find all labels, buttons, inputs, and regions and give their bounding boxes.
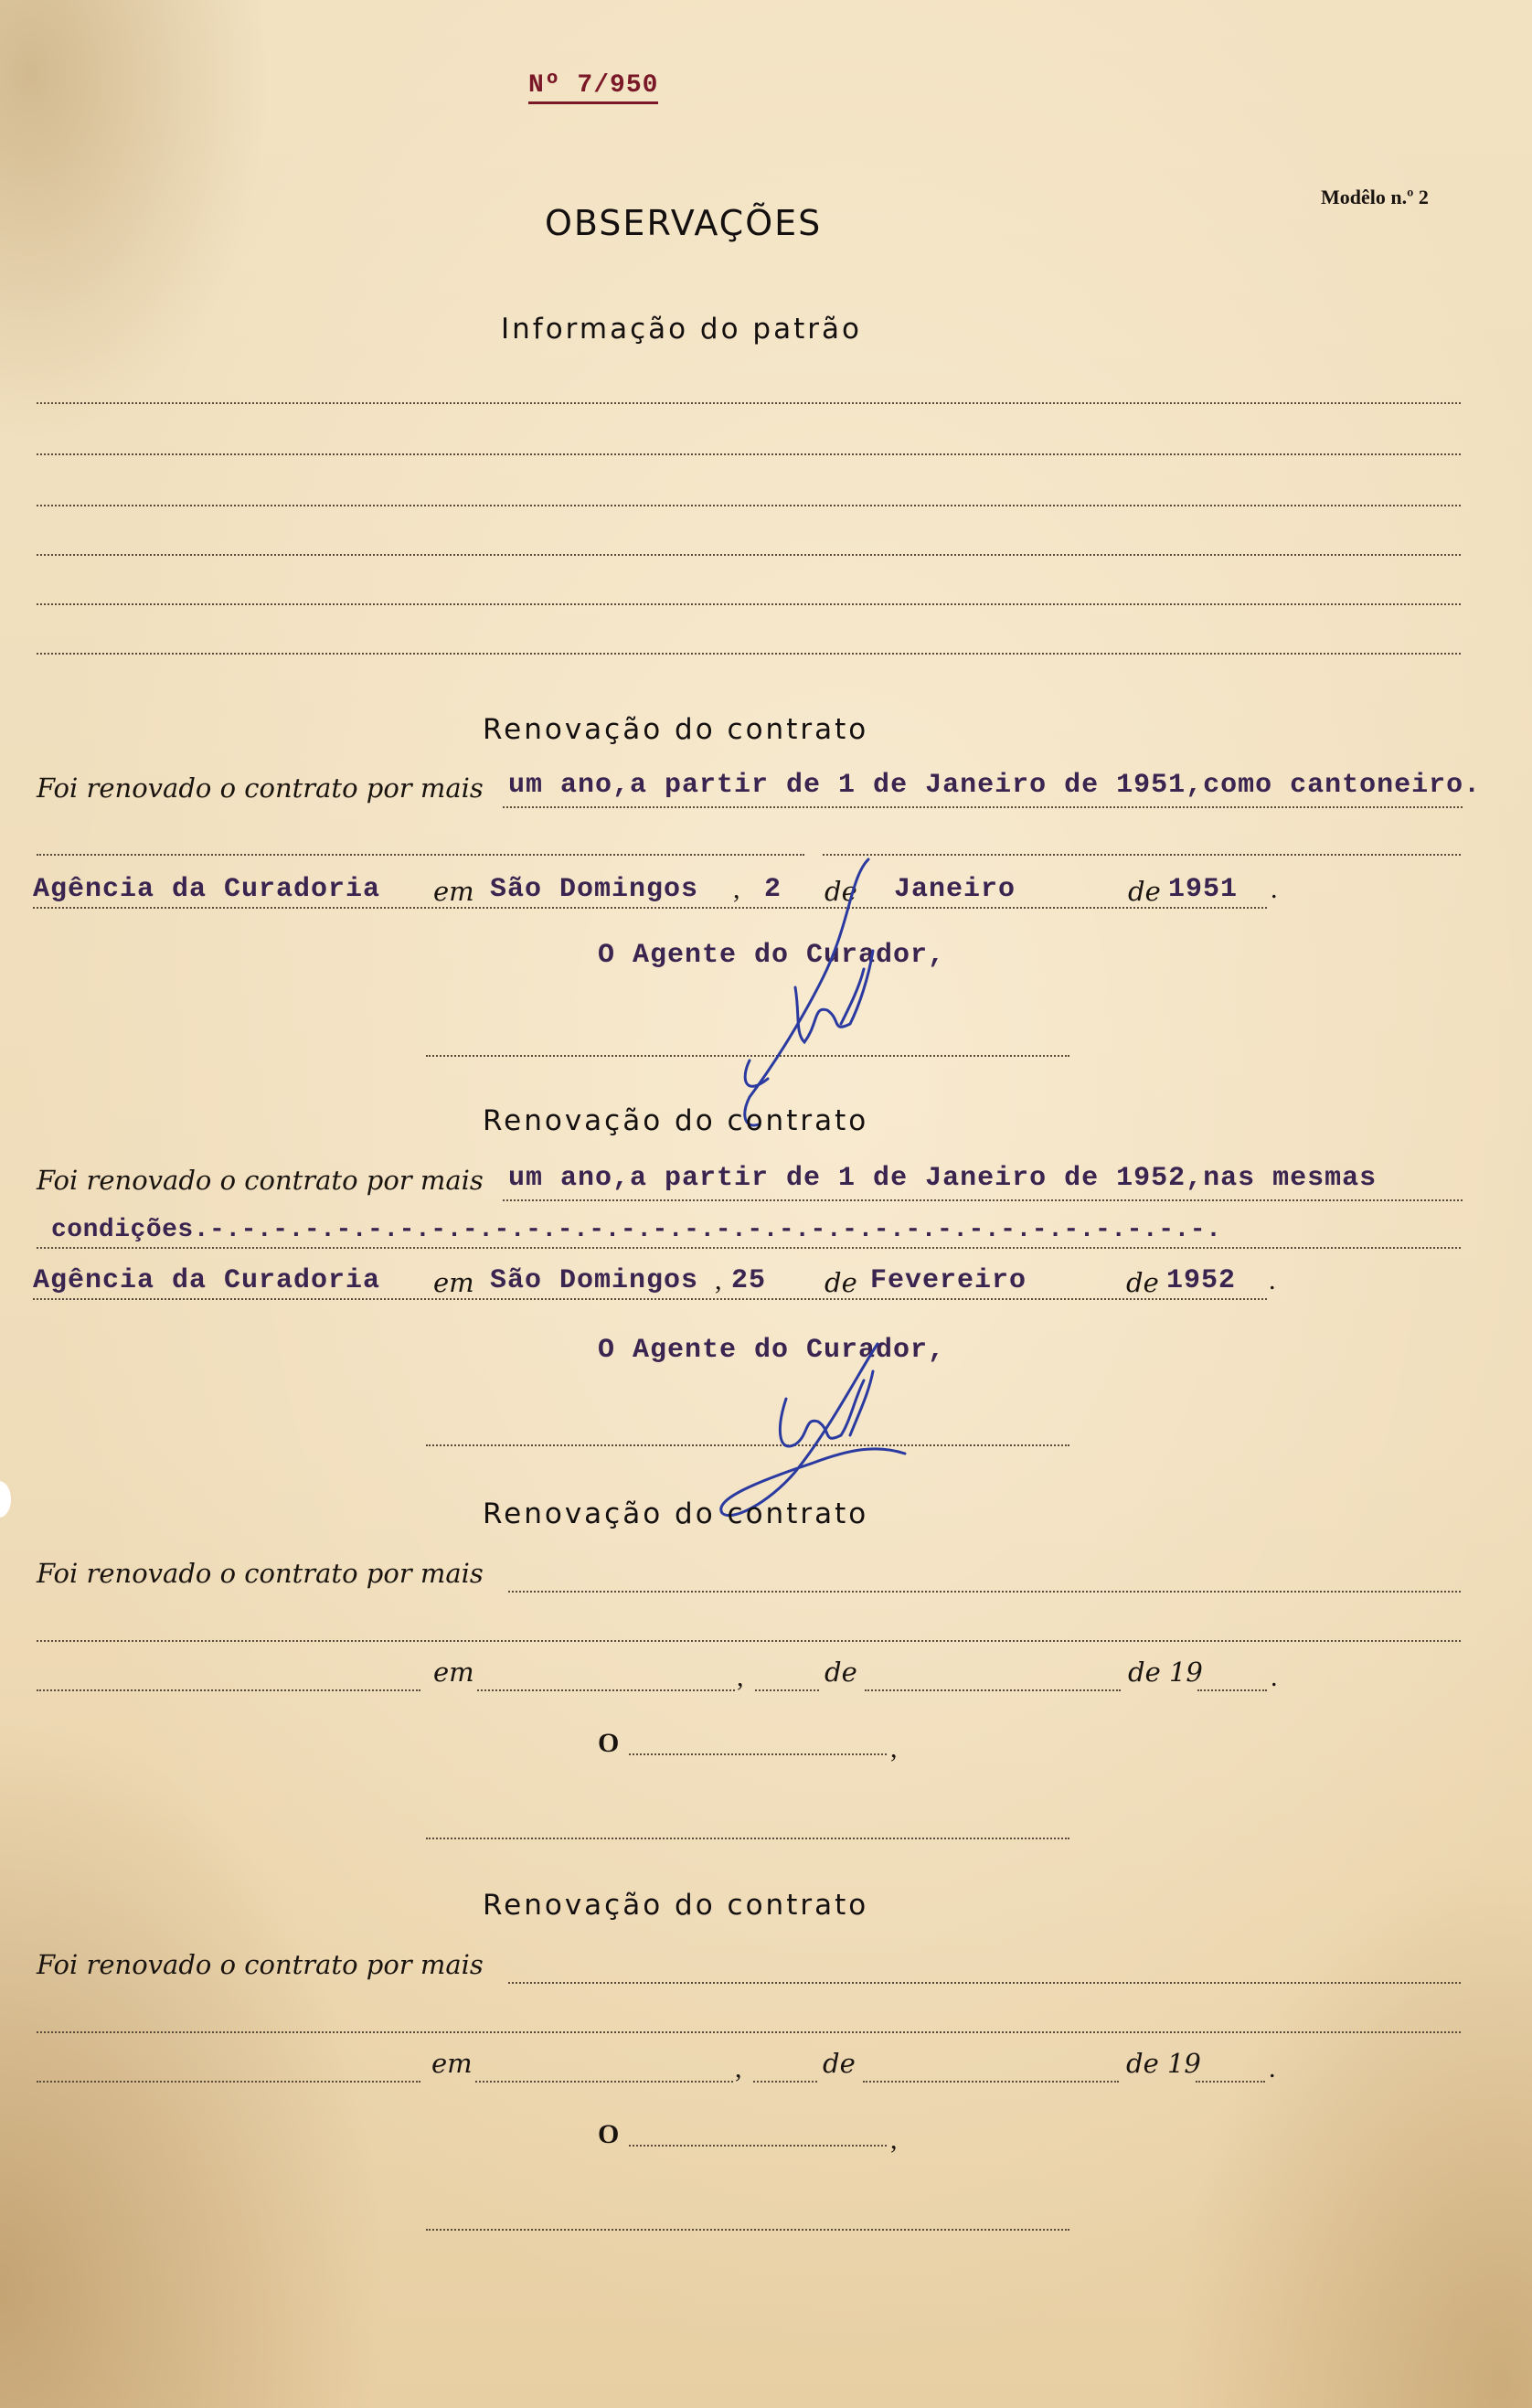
renewal-4-day-line[interactable] bbox=[753, 2081, 817, 2083]
renewal-4-lead: Foi renovado o contrato por mais bbox=[37, 1949, 484, 1980]
renewal-3-year-line[interactable] bbox=[1197, 1689, 1267, 1691]
renewal-2-month: Fevereiro bbox=[870, 1265, 1027, 1296]
info-heading: Informação do patrão bbox=[501, 313, 862, 346]
renewal-2-text-line2: condições.-.-.-.-.-.-.-.-.-.-.-.-.-.-.-.-.-.-.-.-.-.-.-.-.-.-.-.-.-.-.-.-. bbox=[51, 1216, 1222, 1244]
renewal-3-period: . bbox=[1271, 1662, 1278, 1692]
page-title: OBSERVAÇÕES bbox=[545, 203, 823, 243]
renewal-3-lead: Foi renovado o contrato por mais bbox=[37, 1558, 484, 1589]
renewal-3-de2: de 19 bbox=[1128, 1657, 1203, 1688]
renewal-2-em: em bbox=[433, 1267, 474, 1298]
renewal-1-line-a bbox=[503, 806, 1463, 808]
renewal-1-de2: de bbox=[1128, 876, 1161, 907]
renewal-2-line-b bbox=[37, 1247, 1461, 1249]
info-line-4 bbox=[37, 554, 1461, 556]
renewal-3-agent-line[interactable] bbox=[629, 1753, 887, 1755]
renewal-1-city: São Domingos bbox=[490, 874, 699, 905]
renewal-1-period: . bbox=[1271, 874, 1278, 904]
renewal-3-heading: Renovação do contrato bbox=[483, 1497, 869, 1530]
renewal-4-city-line[interactable] bbox=[475, 2081, 733, 2083]
renewal-2-text-line1: um ano,a partir de 1 de Janeiro de 1952,nas mesmas bbox=[508, 1163, 1378, 1194]
renewal-1-heading: Renovação do contrato bbox=[483, 713, 869, 746]
renewal-2-closing: O Agente do Curador, bbox=[598, 1335, 946, 1366]
renewal-1-em: em bbox=[433, 876, 474, 907]
renewal-3-o-comma: , bbox=[890, 1733, 898, 1763]
punch-hole-top bbox=[0, 1481, 11, 1518]
renewal-4-de1: de bbox=[823, 2048, 856, 2079]
document-number: Nº 7/950 bbox=[528, 71, 658, 104]
renewal-2-date-line bbox=[33, 1298, 1267, 1300]
renewal-4-line-b[interactable] bbox=[37, 2031, 1461, 2033]
renewal-2-period: . bbox=[1269, 1265, 1276, 1295]
renewal-1-text-line1: um ano,a partir de 1 de Janeiro de 1951,como cantoneiro. bbox=[508, 770, 1482, 801]
renewal-3-line-b[interactable] bbox=[37, 1640, 1461, 1642]
renewal-3-signature-line[interactable] bbox=[426, 1838, 1069, 1839]
renewal-3-day-line[interactable] bbox=[755, 1689, 819, 1691]
info-line-3 bbox=[37, 505, 1461, 506]
renewal-4-year-line[interactable] bbox=[1196, 2081, 1265, 2083]
renewal-3-em: em bbox=[433, 1657, 474, 1688]
renewal-1-year: 1951 bbox=[1168, 874, 1239, 905]
info-line-5 bbox=[37, 603, 1461, 605]
renewal-4-agent-line[interactable] bbox=[629, 2145, 887, 2147]
renewal-4-month-line[interactable] bbox=[863, 2081, 1119, 2083]
renewal-3-de1: de bbox=[825, 1657, 857, 1688]
model-number: Modêlo n.º 2 bbox=[1321, 186, 1429, 208]
renewal-2-lead: Foi renovado o contrato por mais bbox=[37, 1165, 484, 1196]
renewal-2-de1: de bbox=[825, 1267, 857, 1298]
renewal-1-signature bbox=[713, 850, 932, 1143]
renewal-1-month: Janeiro bbox=[894, 874, 1016, 905]
renewal-2-city: São Domingos bbox=[490, 1265, 699, 1296]
renewal-4-period: . bbox=[1269, 2053, 1276, 2083]
renewal-4-em: em bbox=[431, 2048, 473, 2079]
renewal-4-o-label: O bbox=[598, 2119, 620, 2149]
renewal-1-line-b bbox=[37, 854, 804, 856]
info-line-2 bbox=[37, 453, 1461, 455]
info-line-1 bbox=[37, 402, 1461, 404]
renewal-3-place-line[interactable] bbox=[37, 1689, 420, 1691]
renewal-4-signature-line[interactable] bbox=[426, 2229, 1069, 2231]
renewal-1-lead: Foi renovado o contrato por mais bbox=[37, 772, 484, 804]
renewal-2-line-a bbox=[503, 1199, 1463, 1201]
renewal-2-place: Agência da Curadoria bbox=[33, 1265, 381, 1296]
renewal-1-day: 2 bbox=[764, 874, 782, 905]
renewal-1-place: Agência da Curadoria bbox=[33, 874, 381, 905]
renewal-2-heading: Renovação do contrato bbox=[483, 1104, 869, 1137]
renewal-1-de1: de bbox=[825, 876, 857, 907]
renewal-1-date-line bbox=[33, 907, 1267, 909]
renewal-3-line-a[interactable] bbox=[508, 1591, 1461, 1593]
renewal-2-day: 25 bbox=[731, 1265, 767, 1296]
renewal-3-o-label: O bbox=[598, 1728, 620, 1758]
renewal-2-year: 1952 bbox=[1166, 1265, 1237, 1296]
renewal-1-comma: , bbox=[733, 874, 740, 904]
renewal-2-de2: de bbox=[1126, 1267, 1159, 1298]
renewal-1-closing: O Agente do Curador, bbox=[598, 940, 946, 971]
renewal-4-line-a[interactable] bbox=[508, 1982, 1461, 1984]
info-line-6 bbox=[37, 653, 1461, 655]
renewal-4-o-comma: , bbox=[890, 2125, 898, 2155]
renewal-4-de2: de 19 bbox=[1126, 2048, 1201, 2079]
renewal-4-heading: Renovação do contrato bbox=[483, 1889, 869, 1922]
renewal-2-comma: , bbox=[715, 1265, 722, 1295]
renewal-4-place-line[interactable] bbox=[37, 2081, 420, 2083]
renewal-3-city-line[interactable] bbox=[477, 1689, 735, 1691]
renewal-3-month-line[interactable] bbox=[865, 1689, 1121, 1691]
renewal-3-comma: , bbox=[737, 1662, 744, 1692]
renewal-4-comma: , bbox=[735, 2053, 742, 2083]
